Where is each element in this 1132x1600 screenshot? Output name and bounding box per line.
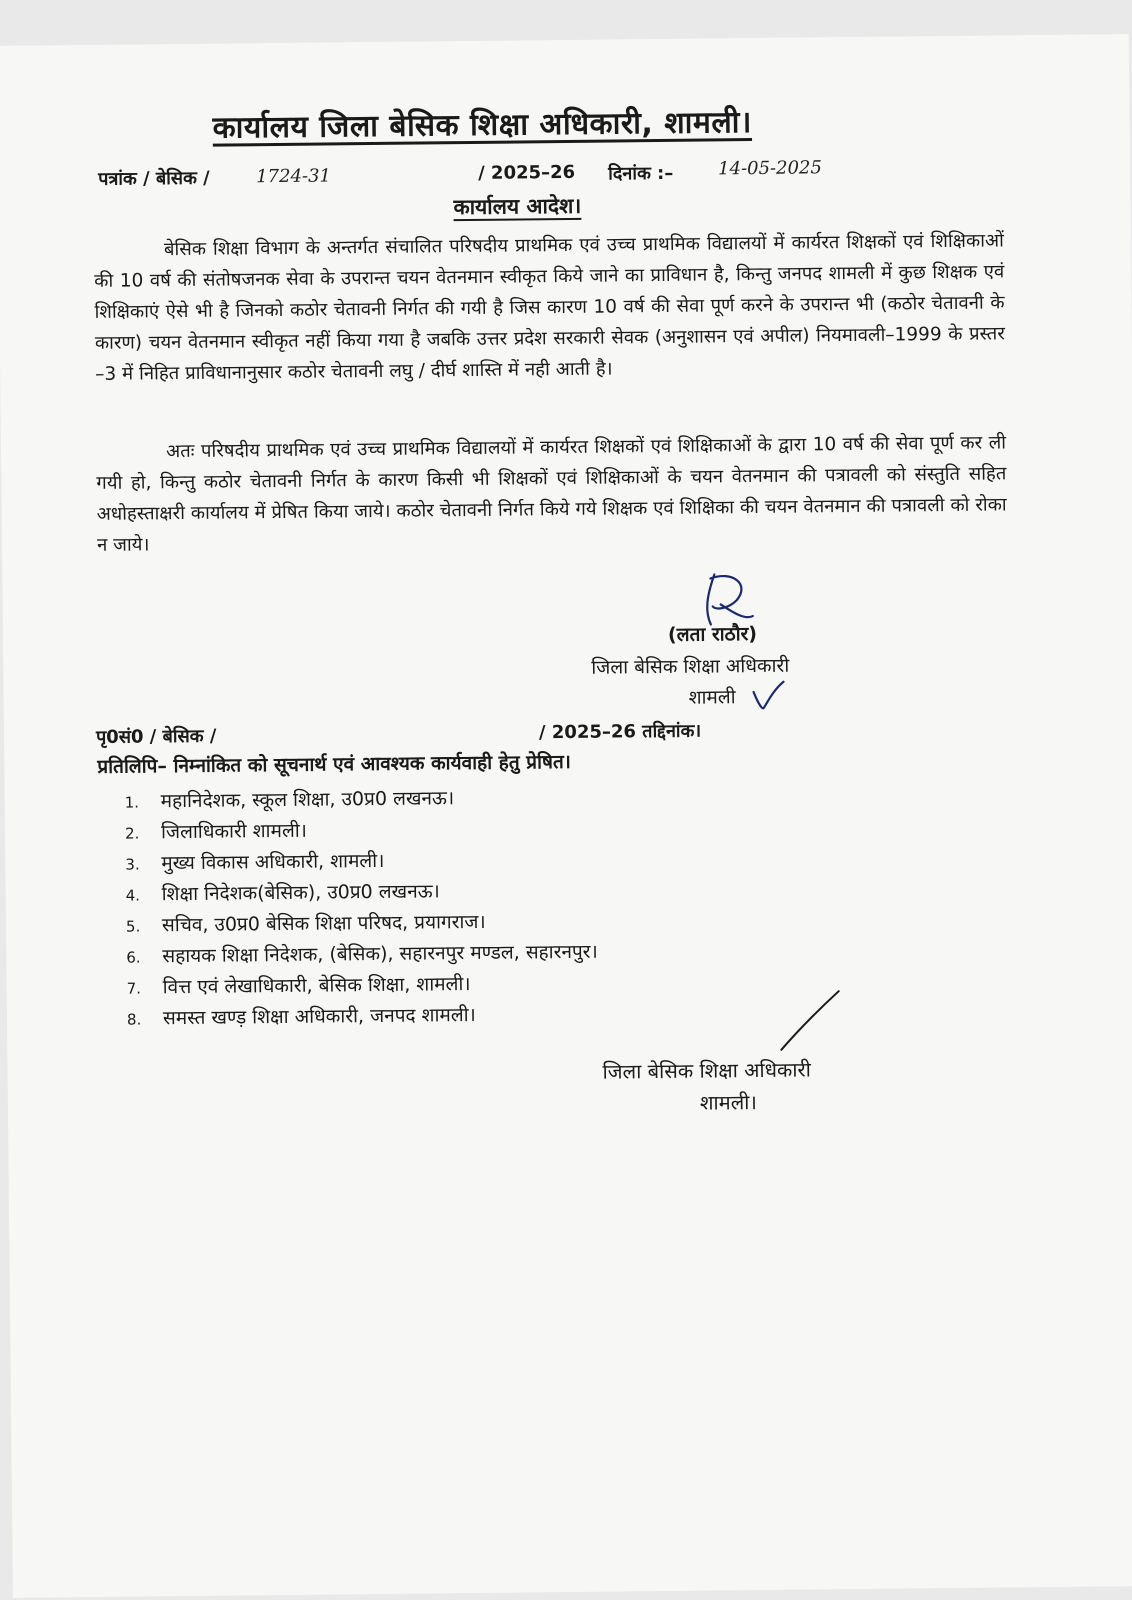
signatory-name: (लता राठौर) — [667, 623, 758, 646]
list-item — [126, 937, 598, 973]
copy-signatory-place: शामली। — [699, 1090, 758, 1115]
document-page — [0, 34, 1132, 1598]
list-item-number: 6. — [126, 948, 141, 967]
list-item-number: 4. — [125, 886, 141, 905]
second-signature-stroke — [777, 987, 848, 1058]
list-item-number: 8. — [126, 1010, 142, 1029]
body-paragraph-2: अतः परिषदीय प्राथमिक एवं उच्च प्राथमिक विद्यालयों में कार्यरत शिक्षकों एवं शिक्षिकाओं के द्वारा 10 वर्ष की सेवा पूर्ण कर ली गयी हो, किन्तु कठोर चेतावनी निर्गत के कारण किसी भी शिक्षकों एवं शिक्षिकाओं के चयन वेतनमान की पत्रावली को संस्तुति सहित अधोहस्ताक्षरी कार्यालय में प्रेषित किया जाये। कठोर चेतावनी निर्गत किये गये शिक्षक एवं शिक्षिका की चयन वेतनमान की पत्रावली को रोका न जाये। — [96, 432, 1007, 556]
list-item-text: जिलाधिकारी शामली। — [160, 819, 308, 844]
list-item — [127, 999, 599, 1035]
signatory-designation: जिला बेसिक शिक्षा अधिकारी — [591, 654, 790, 679]
list-item-number: 2. — [124, 824, 140, 843]
list-item-text: वित्त एवं लेखाधिकारी, बेसिक शिक्षा, शामली। — [162, 973, 471, 999]
list-item-text: सचिव, उ0प्र0 बेसिक शिक्षा परिषद, प्रयागराज। — [161, 910, 486, 937]
order-title: कार्यालय आदेश। — [453, 193, 582, 220]
list-item-number: 5. — [125, 917, 141, 936]
list-item — [125, 782, 597, 818]
initial-mark — [749, 678, 789, 714]
list-item-text: महानिदेशक, स्कूल शिक्षा, उ0प्र0 लखनऊ। — [160, 787, 455, 813]
list-item — [125, 844, 597, 880]
list-item-text: समस्त खण्ड़ शिक्षा अधिकारी, जनपद शामली। — [162, 1003, 476, 1030]
office-title: कार्यालय जिला बेसिक शिक्षा अधिकारी, शामली। — [212, 105, 753, 146]
copy-heading: प्रतिलिपि– निम्नांकित को सूचनार्थ एवं आवश्यक कार्यवाही हेतु प्रेषित। — [97, 750, 572, 778]
body-paragraph-1: बेसिक शिक्षा विभाग के अन्तर्गत संचालित परिषदीय प्राथमिक एवं उच्च प्राथमिक विद्यालयों में कार्यरत शिक्षकों एवं शिक्षिकाओं की 10 वर्ष की संतोषजनक सेवा के उपरान्त चयन वेतनमान स्वीकृत किये जाने का प्राविधान है, किन्तु जनपद शामली में कुछ शिक्षक एवं शिक्षिकाएं ऐसे भी है जिनको कठोर चेतावनी निर्गत की गयी है जिस कारण 10 वर्ष की सेवा पूर्ण करने के उपरान्त भी (कठोर चेतावनी के कारण) चयन वेतनमान स्वीकृत नहीं किया गया है जबकि उत्तर प्रदेश सरकारी सेवक (अनुशासन एवं अपील) नियमावली–1999 के प्रस्तर –3 में निहित प्राविधानानुसार कठोर चेतावनी लघु / दीर्घ शास्ति में नही आती है। — [94, 230, 1005, 385]
date-label: दिनांक :– — [608, 162, 674, 185]
signatory-place: शामली — [688, 686, 736, 709]
copy-ref-label: पृ0सं0 / बेसिक / — [95, 725, 217, 748]
list-item-number: 7. — [126, 979, 142, 998]
list-item-number: 1. — [124, 793, 140, 812]
list-item-text: सहायक शिक्षा निदेशक, (बेसिक), सहारनपुर मण्डल, सहारनपुर। — [162, 940, 598, 968]
copy-recipient-list — [125, 782, 599, 1035]
date-handwritten: 14-05-2025 — [717, 157, 822, 180]
list-item — [126, 906, 598, 942]
list-item-text: मुख्य विकास अधिकारी, शामली। — [161, 849, 385, 875]
copy-ref-session: / 2025–26 तद्दिनांक। — [538, 720, 702, 744]
list-item — [126, 875, 598, 911]
ref-session: / 2025–26 — [478, 161, 576, 184]
copy-signatory-designation: जिला बेसिक शिक्षा अधिकारी — [602, 1057, 811, 1084]
list-item — [126, 968, 598, 1004]
list-item-text: शिक्षा निदेशक(बेसिक), उ0प्र0 लखनऊ। — [161, 880, 440, 906]
ref-number-handwritten: 1724-31 — [256, 165, 332, 188]
list-item — [125, 813, 597, 849]
ref-label: पत्रांक / बेसिक / — [98, 167, 210, 190]
list-item-number: 3. — [125, 855, 140, 874]
